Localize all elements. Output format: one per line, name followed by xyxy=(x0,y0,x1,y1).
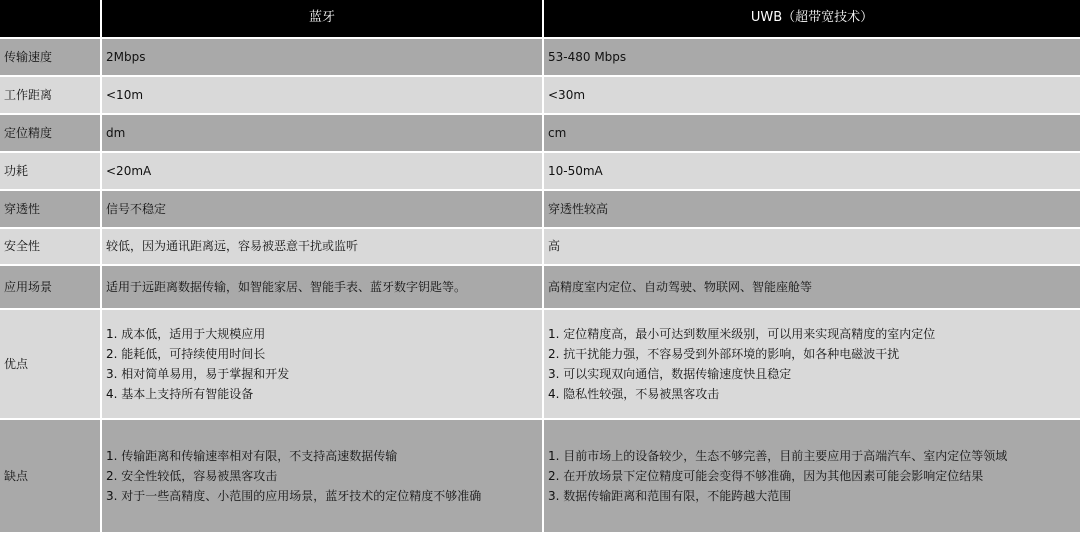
list-item: 3. 数据传输距离和范围有限，不能跨越大范围 xyxy=(548,489,792,504)
bluetooth-cell: 2Mbps xyxy=(101,38,543,76)
list-item: 4. 基本上支持所有智能设备 xyxy=(106,386,254,401)
list-item: 1. 传输距离和传输速率相对有限，不支持高速数据传输 xyxy=(106,449,398,464)
list-item: 2. 抗干扰能力强，不容易受到外部环境的影响，如各种电磁波干扰 xyxy=(548,346,900,361)
list-item: 3. 相对简单易用，易于掌握和开发 xyxy=(106,366,290,381)
table-row xyxy=(0,38,1080,76)
bluetooth-cell: <10m xyxy=(101,76,543,114)
uwb-cell: cm xyxy=(543,114,1080,152)
cons-row xyxy=(0,419,1080,533)
list-item: 4. 隐私性较强，不易被黑客攻击 xyxy=(548,386,720,401)
row-label: 应用场景 xyxy=(0,265,101,308)
uwb-cell: <30m xyxy=(543,76,1080,114)
list-item: 3. 可以实现双向通信，数据传输速度快且稳定 xyxy=(548,366,792,381)
uwb-cell: 10-50mA xyxy=(543,152,1080,190)
pros-uwb-cell xyxy=(543,309,1080,420)
table-row xyxy=(0,114,1080,152)
table-row xyxy=(0,152,1080,190)
table-row xyxy=(0,190,1080,228)
table-row xyxy=(0,265,1080,308)
bluetooth-cell: 适用于远距离数据传输，如智能家居、智能手表、蓝牙数字钥匙等。 xyxy=(101,265,543,308)
uwb-cell: 穿透性较高 xyxy=(543,190,1080,228)
bluetooth-cell: <20mA xyxy=(101,152,543,190)
table-row xyxy=(0,76,1080,114)
bluetooth-cell: 信号不稳定 xyxy=(101,190,543,228)
bluetooth-cell: dm xyxy=(101,114,543,152)
bluetooth-cell: 较低，因为通讯距离远，容易被恶意干扰或监听 xyxy=(101,228,543,266)
list-item: 1. 目前市场上的设备较少，生态不够完善，目前主要应用于高端汽车、室内定位等领域 xyxy=(548,449,1008,464)
pros-label: 优点 xyxy=(0,309,101,420)
cons-label: 缺点 xyxy=(0,419,101,533)
row-label: 功耗 xyxy=(0,152,101,190)
list-item: 1. 定位精度高，最小可达到数厘米级别，可以用来实现高精度的室内定位 xyxy=(548,326,936,341)
header-bluetooth: 蓝牙 xyxy=(101,0,543,38)
uwb-cell: 高精度室内定位、自动驾驶、物联网、智能座舱等 xyxy=(543,265,1080,308)
list-item: 2. 安全性较低，容易被黑客攻击 xyxy=(106,469,278,484)
cons-uwb-cell xyxy=(543,419,1080,533)
list-item: 1. 成本低，适用于大规模应用 xyxy=(106,326,266,341)
row-label: 定位精度 xyxy=(0,114,101,152)
cons-bluetooth-cell xyxy=(101,419,543,533)
row-label: 安全性 xyxy=(0,228,101,266)
list-item: 2. 能耗低，可持续使用时间长 xyxy=(106,346,266,361)
row-label: 工作距离 xyxy=(0,76,101,114)
row-label: 传输速度 xyxy=(0,38,101,76)
list-item: 2. 在开放场景下定位精度可能会变得不够准确，因为其他因素可能会影响定位结果 xyxy=(548,469,984,484)
table-row xyxy=(0,228,1080,266)
uwb-cell: 53-480 Mbps xyxy=(543,38,1080,76)
pros-bluetooth-cell xyxy=(101,309,543,420)
pros-row xyxy=(0,309,1080,420)
header-corner-cell xyxy=(0,0,101,38)
row-label: 穿透性 xyxy=(0,190,101,228)
uwb-cell: 高 xyxy=(543,228,1080,266)
list-item: 3. 对于一些高精度、小范围的应用场景，蓝牙技术的定位精度不够准确 xyxy=(106,489,482,504)
table-header-row xyxy=(0,0,1080,38)
header-uwb: UWB（超带宽技术） xyxy=(543,0,1080,38)
